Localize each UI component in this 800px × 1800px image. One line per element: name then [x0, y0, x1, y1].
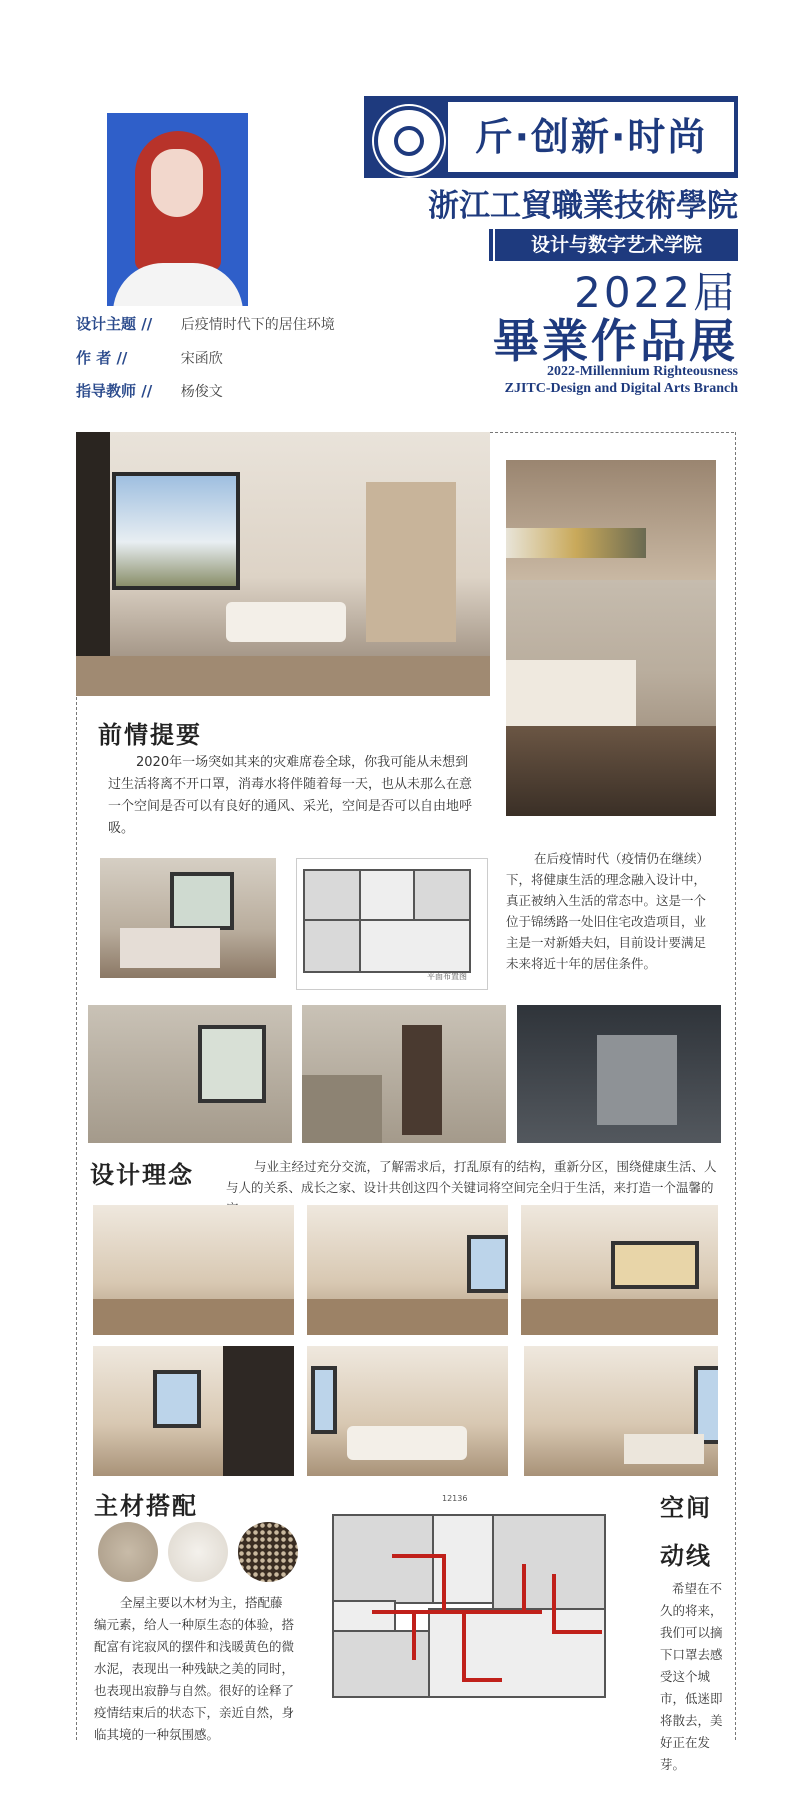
original-bedroom-photo — [100, 858, 276, 978]
flow-heading-1: 空间 — [660, 1494, 712, 1522]
exhibition-title: 畢業作品展 — [493, 314, 738, 368]
site-photo-3 — [517, 1005, 721, 1143]
brand-banner — [364, 96, 738, 178]
render-dining — [307, 1205, 508, 1335]
frame-top-edge — [490, 432, 734, 433]
author-label: 作 者 // — [76, 349, 128, 367]
original-floor-plan — [296, 858, 488, 990]
preface-heading: 前情提要 — [98, 721, 202, 749]
render-study — [521, 1205, 718, 1335]
author-value: 宋函欣 — [180, 351, 223, 367]
advisor-row — [76, 380, 223, 401]
preface-text: 2020年一场突如其来的灾难席卷全球，你我可能从未想到过生活将离不开口罩，消毒水将伴随着每一天，也从未那么在意一个空间是否可以有良好的通风、采光，空间是否可以自由地呼吸。 — [108, 755, 473, 836]
flow-heading-2: 动线 — [660, 1542, 712, 1570]
site-photo-1 — [88, 1005, 292, 1143]
advisor-value: 杨俊文 — [180, 384, 223, 400]
advisor-label: 指导教师 // — [76, 382, 153, 400]
author-row — [76, 347, 223, 368]
school-name: 浙江工貿職業技術學院 — [428, 188, 738, 224]
slogan: 斤·创新·时尚 — [448, 102, 734, 172]
render-kitchen — [93, 1205, 294, 1335]
site-photo-2 — [302, 1005, 506, 1143]
year-title: 2022届 — [574, 268, 738, 317]
render-guest-room — [524, 1346, 718, 1476]
render-bedroom — [93, 1346, 294, 1476]
college-stripe — [489, 229, 493, 261]
circulation-floor-plan — [312, 1494, 630, 1712]
author-portrait — [107, 113, 248, 306]
flow-text: 希望在不久的将来，我们可以摘下口罩去感受这个城市，低迷即将散去，美好正在发芽。 — [660, 1581, 723, 1772]
college-name: 设计与数字艺术学院 — [495, 229, 738, 261]
concept-heading: 设计理念 — [90, 1161, 194, 1189]
english-subtitle-2: ZJITC-Design and Digital Arts Branch — [504, 381, 738, 396]
school-logo-icon — [374, 106, 444, 176]
bedroom-render — [506, 460, 716, 816]
theme-value: 后疫情时代下的居住环境 — [180, 317, 335, 333]
concept-text: 与业主经过充分交流，了解需求后，打乱原有的结构，重新分区，围绕健康生活、人与人的关系、成长之家、设计共创这四个关键词将空间完全归于生活，来打造一个温馨的 — [226, 1159, 717, 1195]
materials-text: 全屋主要以木材为主，搭配藤编元素，给人一种原生态的体验，搭配富有诧寂风的摆件和浅暖黄色的微水泥，表现出一种残缺之美的同时，也表现出寂静与自然。很好的诠释了疫情结束后的状态下，亲近自然，身临其境的一种氛围感。 — [94, 1595, 295, 1742]
materials-heading: 主材搭配 — [94, 1492, 198, 1520]
rattan-swatch-icon — [238, 1522, 298, 1582]
plan-dimension: 12136 — [442, 1494, 468, 1503]
wood-swatch-icon — [98, 1522, 158, 1582]
english-subtitle-1: 2022-Millennium Righteousness — [547, 364, 738, 379]
plan-caption: 平面布置图 — [427, 972, 467, 981]
living-room-render — [76, 432, 490, 696]
theme-row — [76, 313, 335, 334]
theme-label: 设计主题 // — [76, 315, 153, 333]
render-lounge — [307, 1346, 508, 1476]
context-text: 在后疫情时代（疫情仍在继续）下，将健康生活的理念融入设计中，真正被纳入生活的常态中。这是一个位于锦绣路一处旧住宅改造项目，业主是一对新婚夫妇，目前设计要满足未来将近十年的居住条件。 — [506, 851, 710, 971]
microcement-swatch-icon — [168, 1522, 228, 1582]
